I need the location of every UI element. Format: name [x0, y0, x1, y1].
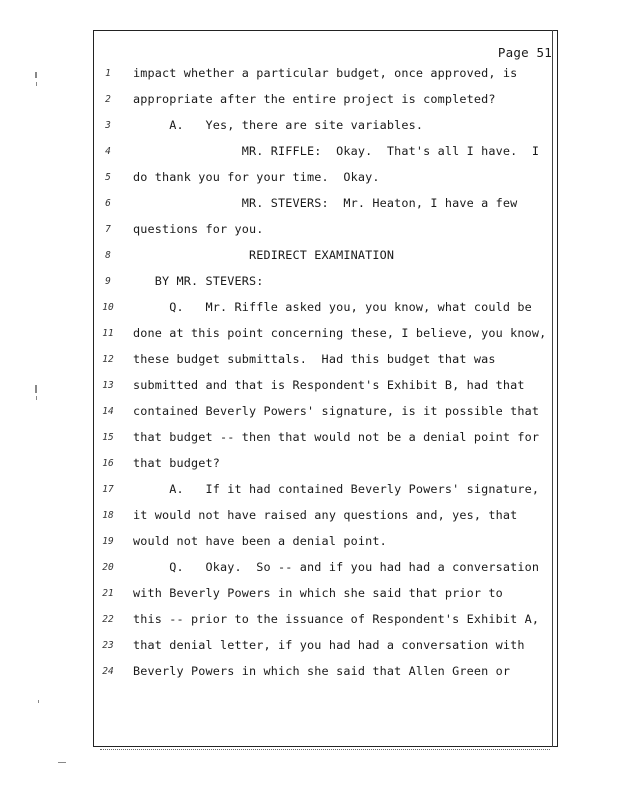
transcript-line: with Beverly Powers in which she said that prior to	[133, 586, 503, 600]
transcript-line: submitted and that is Respondent's Exhibit B, had that	[133, 378, 525, 392]
transcript-line: A. Yes, there are site variables.	[133, 118, 424, 132]
transcript-line: BY MR. STEVERS:	[133, 274, 264, 288]
page-number: Page 51	[497, 45, 552, 60]
line-number: 18	[102, 510, 114, 521]
line-number: 7	[105, 224, 111, 235]
transcript-line: MR. RIFFLE: Okay. That's all I have. I	[133, 144, 540, 158]
transcript-line: questions for you.	[133, 222, 264, 236]
line-number: 21	[102, 588, 114, 599]
transcript-line: do thank you for your time. Okay.	[133, 170, 380, 184]
line-number: 22	[102, 614, 114, 625]
transcript-line: that denial letter, if you had had a conversation with	[133, 638, 525, 652]
transcript-line: it would not have raised any questions and, yes, that	[133, 508, 518, 522]
line-number: 15	[102, 432, 114, 443]
transcript-line: MR. STEVERS: Mr. Heaton, I have a few	[133, 196, 518, 210]
transcript-line: appropriate after the entire project is completed?	[133, 92, 496, 106]
transcript-line: these budget submittals. Had this budget that was	[133, 352, 496, 366]
line-number: 8	[105, 250, 111, 261]
line-number: 12	[102, 354, 114, 365]
scan-mark	[36, 82, 37, 86]
line-number: 11	[102, 328, 114, 339]
section-heading: REDIRECT EXAMINATION	[133, 248, 395, 262]
line-number: 23	[102, 640, 114, 651]
line-number: 10	[102, 302, 114, 313]
transcript-line: Q. Mr. Riffle asked you, you know, what could be	[133, 300, 532, 314]
bottom-dotted-rule	[100, 749, 550, 750]
line-number: 3	[105, 120, 111, 131]
scan-mark	[36, 396, 37, 400]
line-number: 4	[105, 146, 111, 157]
transcript-line: done at this point concerning these, I believe, you know,	[133, 326, 547, 340]
line-number: 5	[105, 172, 111, 183]
transcript-line: contained Beverly Powers' signature, is it possible that	[133, 404, 540, 418]
scan-mark	[58, 762, 66, 763]
line-number: 16	[102, 458, 114, 469]
line-number: 24	[102, 666, 114, 677]
line-number: 14	[102, 406, 114, 417]
line-number: 1	[105, 68, 111, 79]
line-number: 9	[105, 276, 111, 287]
transcript-line: Beverly Powers in which she said that Allen Green or	[133, 664, 511, 678]
transcript-line: would not have been a denial point.	[133, 534, 387, 548]
scan-mark	[38, 700, 39, 703]
line-number: 17	[102, 484, 114, 495]
line-number: 2	[105, 94, 111, 105]
line-number: 6	[105, 198, 111, 209]
transcript-line: this -- prior to the issuance of Respondent's Exhibit A,	[133, 612, 540, 626]
transcript-line: A. If it had contained Beverly Powers' signature,	[133, 482, 540, 496]
scan-mark	[35, 72, 37, 78]
transcript-line: Q. Okay. So -- and if you had had a conversation	[133, 560, 540, 574]
transcript-line: impact whether a particular budget, once approved, is	[133, 66, 518, 80]
transcript-line: that budget?	[133, 456, 221, 470]
scan-mark	[35, 385, 37, 393]
right-margin-rule	[552, 30, 553, 747]
line-number: 19	[102, 536, 114, 547]
transcript-line: that budget -- then that would not be a denial point for	[133, 430, 540, 444]
line-number: 20	[102, 562, 114, 573]
line-number: 13	[102, 380, 114, 391]
